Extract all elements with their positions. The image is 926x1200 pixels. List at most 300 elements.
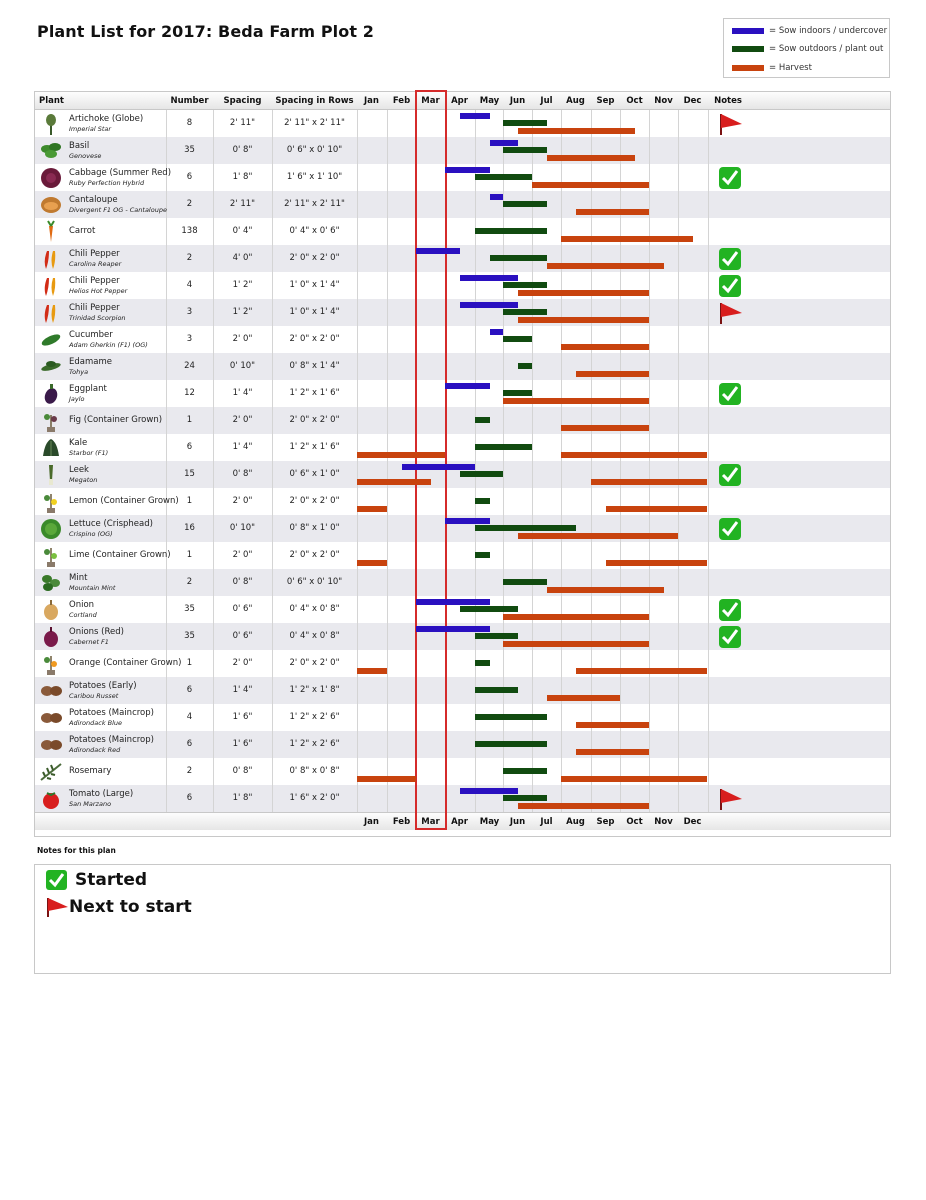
sow-out-bar xyxy=(518,363,533,369)
header-month-sep: Sep xyxy=(596,96,615,106)
plant-name: Potatoes (Early) xyxy=(69,681,137,691)
plant-spacing-rows: 0' 6" x 0' 10" xyxy=(286,145,343,155)
plant-spacing-rows: 2' 11" x 2' 11" xyxy=(284,118,345,128)
plant-variety: Helios Hot Pepper xyxy=(69,287,128,295)
plant-name: Lime (Container Grown) xyxy=(69,550,171,560)
plant-variety: Adam Gherkin (F1) (OG) xyxy=(69,341,148,349)
header-month-dec: Dec xyxy=(683,817,702,827)
sow-out-bar xyxy=(503,309,547,315)
plant-spacing-rows: 0' 6" x 0' 10" xyxy=(286,577,343,587)
red-onion-icon xyxy=(39,625,63,649)
notes-label: Notes for this plan xyxy=(37,846,116,855)
plant-number: 8 xyxy=(186,118,193,128)
plant-spacing: 0' 10" xyxy=(229,523,256,533)
sow-in-bar xyxy=(416,599,490,605)
plant-number: 35 xyxy=(184,604,195,614)
plant-number: 6 xyxy=(186,442,193,452)
fig-icon xyxy=(39,409,63,433)
plant-spacing: 2' 0" xyxy=(232,496,253,506)
basil-icon xyxy=(39,139,63,163)
sow-in-bar xyxy=(490,194,504,200)
plant-variety: Carolina Reaper xyxy=(69,260,122,268)
plant-number: 1 xyxy=(186,415,193,425)
sow-in-bar xyxy=(445,518,490,524)
plant-spacing: 1' 6" xyxy=(232,712,253,722)
plant-variety: Jaylo xyxy=(69,395,85,403)
header-month-mar: Mar xyxy=(421,817,440,827)
plant-spacing-rows: 0' 8" x 1' 4" xyxy=(289,361,340,371)
plant-name: Chili Pepper xyxy=(69,303,120,313)
sow-in-bar xyxy=(445,167,490,173)
plant-spacing: 0' 6" xyxy=(232,604,253,614)
plant-spacing-rows: 1' 6" x 1' 10" xyxy=(286,172,343,182)
orange-icon xyxy=(39,652,63,676)
plant-number: 35 xyxy=(184,145,195,155)
plant-name: Chili Pepper xyxy=(69,249,120,259)
harvest-bar xyxy=(576,749,650,755)
column-divider xyxy=(708,92,709,830)
plant-name: Rosemary xyxy=(69,766,112,776)
header-month-may: May xyxy=(479,96,500,106)
legend-swatch xyxy=(732,46,764,52)
column-divider xyxy=(387,92,388,830)
sow-out-bar xyxy=(460,471,504,477)
potato-icon xyxy=(39,706,63,730)
plant-spacing-rows: 1' 2" x 2' 6" xyxy=(289,739,340,749)
lemon-icon xyxy=(39,490,63,514)
lime-icon xyxy=(39,544,63,568)
plant-spacing-rows: 2' 11" x 2' 11" xyxy=(284,199,345,209)
chili-icon xyxy=(39,301,63,325)
mint-icon xyxy=(39,571,63,595)
header-month-nov: Nov xyxy=(654,817,673,827)
sow-out-bar xyxy=(503,795,547,801)
potato-icon xyxy=(39,679,63,703)
sow-out-bar xyxy=(503,282,547,288)
plant-name: Leek xyxy=(69,465,89,475)
column-divider xyxy=(357,92,358,830)
plant-spacing-rows: 1' 0" x 1' 4" xyxy=(289,307,340,317)
sow-out-bar xyxy=(503,201,547,207)
header-notes: Notes xyxy=(714,96,742,106)
column-divider xyxy=(678,92,679,830)
plant-variety: Caribou Russet xyxy=(69,692,119,700)
cabbage-icon xyxy=(39,166,63,190)
plant-spacing: 2' 0" xyxy=(232,334,253,344)
plant-spacing-rows: 1' 2" x 1' 6" xyxy=(289,442,340,452)
plant-name: Cabbage (Summer Red) xyxy=(69,168,172,178)
sow-out-bar xyxy=(503,390,532,396)
harvest-bar xyxy=(518,317,650,323)
table-row xyxy=(35,569,890,596)
plant-number: 12 xyxy=(184,388,195,398)
harvest-bar xyxy=(357,668,387,674)
harvest-bar xyxy=(547,263,664,269)
plant-number: 2 xyxy=(186,199,193,209)
plant-variety: Adirondack Blue xyxy=(69,719,123,727)
note-text: Started xyxy=(75,870,148,890)
sow-in-bar xyxy=(460,788,518,794)
sow-in-bar xyxy=(490,140,518,146)
header-month-apr: Apr xyxy=(451,96,468,106)
header-month-sep: Sep xyxy=(596,817,615,827)
plant-spacing: 1' 2" xyxy=(232,280,253,290)
cucumber-icon xyxy=(39,328,63,352)
plant-variety: Trinidad Scorpion xyxy=(69,314,126,322)
legend-swatch xyxy=(732,28,764,34)
plant-name: Chili Pepper xyxy=(69,276,120,286)
legend-label: = Harvest xyxy=(769,63,812,73)
harvest-bar xyxy=(518,290,650,296)
sow-in-bar xyxy=(416,626,490,632)
plant-number: 16 xyxy=(184,523,195,533)
plant-spacing-rows: 2' 0" x 2' 0" xyxy=(289,415,340,425)
harvest-bar xyxy=(357,479,431,485)
sow-out-bar xyxy=(475,687,518,693)
check-icon xyxy=(718,517,740,539)
legend-swatch xyxy=(732,65,764,71)
harvest-bar xyxy=(561,344,649,350)
plant-number: 2 xyxy=(186,253,193,263)
header-month-dec: Dec xyxy=(683,96,702,106)
plant-variety: Cabernet F1 xyxy=(69,638,109,646)
header-plant: Plant xyxy=(39,96,64,106)
plant-number: 35 xyxy=(184,631,195,641)
plant-name: Tomato (Large) xyxy=(69,789,134,799)
plant-spacing-rows: 2' 0" x 2' 0" xyxy=(289,658,340,668)
flag-icon xyxy=(45,896,71,918)
lettuce-icon xyxy=(39,517,63,541)
header-month-aug: Aug xyxy=(566,96,585,106)
plant-spacing: 1' 2" xyxy=(232,307,253,317)
plant-name: Artichoke (Globe) xyxy=(69,114,144,124)
leek-icon xyxy=(39,463,63,487)
sow-out-bar xyxy=(475,417,490,423)
header-month-jun: Jun xyxy=(509,817,526,827)
plant-number: 3 xyxy=(186,307,193,317)
check-icon xyxy=(718,625,740,647)
header-month-aug: Aug xyxy=(566,817,585,827)
plant-variety: Imperial Star xyxy=(69,125,112,133)
harvest-bar xyxy=(503,614,649,620)
cantaloupe-icon xyxy=(39,193,63,217)
plant-spacing: 2' 11" xyxy=(229,199,256,209)
check-icon xyxy=(718,247,740,269)
plant-spacing: 0' 8" xyxy=(232,469,253,479)
plant-number: 1 xyxy=(186,496,193,506)
tomato-icon xyxy=(39,787,63,811)
sow-out-bar xyxy=(475,741,547,747)
artichoke-icon xyxy=(39,112,63,136)
sow-out-bar xyxy=(503,768,547,774)
plant-name: Basil xyxy=(69,141,90,151)
harvest-bar xyxy=(576,668,708,674)
plant-spacing-rows: 2' 0" x 2' 0" xyxy=(289,334,340,344)
harvest-bar xyxy=(606,506,708,512)
plant-spacing: 1' 4" xyxy=(232,388,253,398)
harvest-bar xyxy=(561,776,707,782)
sow-out-bar xyxy=(475,552,490,558)
plant-spacing-rows: 0' 6" x 1' 0" xyxy=(289,469,340,479)
sow-out-bar xyxy=(475,228,547,234)
plant-number: 24 xyxy=(184,361,195,371)
plant-spacing: 4' 0" xyxy=(232,253,253,263)
harvest-bar xyxy=(532,182,649,188)
sow-out-bar xyxy=(475,660,490,666)
flag-icon xyxy=(718,787,740,809)
chili-icon xyxy=(39,247,63,271)
header-month-mar: Mar xyxy=(421,96,440,106)
plant-spacing-rows: 1' 6" x 2' 0" xyxy=(289,793,340,803)
header-month-apr: Apr xyxy=(451,817,468,827)
harvest-bar xyxy=(357,452,445,458)
check-icon xyxy=(45,869,69,891)
plant-spacing: 1' 6" xyxy=(232,739,253,749)
table-footer xyxy=(35,812,890,830)
sow-out-bar xyxy=(490,255,547,261)
note-text: Next to start xyxy=(69,897,192,917)
plant-spacing: 0' 8" xyxy=(232,766,253,776)
plant-variety: Divergent F1 OG - Cantaloupe xyxy=(69,206,167,214)
sow-out-bar xyxy=(475,174,532,180)
plant-spacing-rows: 2' 0" x 2' 0" xyxy=(289,253,340,263)
header-month-jul: Jul xyxy=(540,817,553,827)
eggplant-icon xyxy=(39,382,63,406)
plant-spacing: 0' 10" xyxy=(229,361,256,371)
harvest-bar xyxy=(357,776,416,782)
plant-variety: Genovese xyxy=(69,152,102,160)
header-month-jan: Jan xyxy=(364,817,379,827)
sow-in-bar xyxy=(402,464,476,470)
harvest-bar xyxy=(503,641,649,647)
header-spacing-rows: Spacing in Rows xyxy=(275,96,354,106)
plant-spacing-rows: 0' 8" x 0' 8" xyxy=(289,766,340,776)
harvest-bar xyxy=(561,425,649,431)
check-icon xyxy=(718,166,740,188)
check-icon xyxy=(718,598,740,620)
column-divider xyxy=(561,92,562,830)
check-icon xyxy=(718,382,740,404)
plant-spacing: 0' 4" xyxy=(232,226,253,236)
edamame-icon xyxy=(39,355,63,379)
plant-spacing: 0' 8" xyxy=(232,145,253,155)
flag-icon xyxy=(718,301,740,323)
table-row xyxy=(35,434,890,461)
harvest-bar xyxy=(547,155,635,161)
plant-spacing: 0' 6" xyxy=(232,631,253,641)
plant-name: Onion xyxy=(69,600,95,610)
plant-spacing: 1' 8" xyxy=(232,172,253,182)
plant-number: 4 xyxy=(186,280,193,290)
sow-out-bar xyxy=(503,120,547,126)
sow-in-bar xyxy=(460,275,518,281)
harvest-bar xyxy=(518,803,650,809)
harvest-bar xyxy=(561,236,693,242)
plant-spacing-rows: 0' 4" x 0' 6" xyxy=(289,226,340,236)
column-divider xyxy=(620,92,621,830)
chili-icon xyxy=(39,274,63,298)
plant-name: Carrot xyxy=(69,226,96,236)
table-row xyxy=(35,758,890,785)
header-month-oct: Oct xyxy=(626,96,643,106)
plant-variety: Ruby Perfection Hybrid xyxy=(69,179,145,187)
plant-name: Kale xyxy=(69,438,88,448)
plant-number: 4 xyxy=(186,712,193,722)
header-month-feb: Feb xyxy=(392,817,411,827)
sow-in-bar xyxy=(445,383,490,389)
check-icon xyxy=(718,463,740,485)
plant-name: Edamame xyxy=(69,357,112,367)
plant-table xyxy=(34,91,891,837)
table-row xyxy=(35,677,890,704)
table-row xyxy=(35,704,890,731)
sow-out-bar xyxy=(475,714,547,720)
table-row xyxy=(35,353,890,380)
sow-out-bar xyxy=(475,444,532,450)
onion-icon xyxy=(39,598,63,622)
table-row xyxy=(35,245,890,272)
plant-spacing: 1' 8" xyxy=(232,793,253,803)
plant-name: Lettuce (Crisphead) xyxy=(69,519,153,529)
table-row xyxy=(35,218,890,245)
plant-spacing: 2' 0" xyxy=(232,415,253,425)
plant-number: 6 xyxy=(186,172,193,182)
plant-number: 1 xyxy=(186,550,193,560)
header-month-may: May xyxy=(479,817,500,827)
column-divider xyxy=(649,92,650,830)
plant-name: Cucumber xyxy=(69,330,113,340)
header-month-oct: Oct xyxy=(626,817,643,827)
plant-number: 138 xyxy=(181,226,198,236)
harvest-bar xyxy=(606,560,708,566)
sow-out-bar xyxy=(475,525,576,531)
plant-name: Eggplant xyxy=(69,384,107,394)
sow-out-bar xyxy=(503,147,547,153)
plant-variety: San Marzano xyxy=(69,800,112,808)
plant-spacing-rows: 1' 2" x 1' 6" xyxy=(289,388,340,398)
legend xyxy=(723,18,890,78)
plant-variety: Mountain Mint xyxy=(69,584,116,592)
notes-box xyxy=(34,864,891,974)
page-title: Plant List for 2017: Beda Farm Plot 2 xyxy=(37,22,374,41)
plant-spacing-rows: 0' 8" x 1' 0" xyxy=(289,523,340,533)
plant-variety: Adirondack Red xyxy=(69,746,121,754)
table-header xyxy=(35,92,890,110)
harvest-bar xyxy=(547,587,664,593)
plant-spacing-rows: 1' 2" x 1' 8" xyxy=(289,685,340,695)
plant-spacing-rows: 0' 4" x 0' 8" xyxy=(289,604,340,614)
plant-variety: Megaton xyxy=(69,476,98,484)
plant-number: 6 xyxy=(186,685,193,695)
table-row xyxy=(35,137,890,164)
plant-variety: Tohya xyxy=(69,368,89,376)
header-number: Number xyxy=(170,96,209,106)
table-row xyxy=(35,731,890,758)
table-row xyxy=(35,326,890,353)
plant-name: Potatoes (Maincrop) xyxy=(69,708,154,718)
carrot-icon xyxy=(39,220,63,244)
plant-number: 6 xyxy=(186,793,193,803)
plant-variety: Starbor (F1) xyxy=(69,449,109,457)
harvest-bar xyxy=(357,560,387,566)
potato-icon xyxy=(39,733,63,757)
plant-name: Lemon (Container Grown) xyxy=(69,496,179,506)
plant-name: Onions (Red) xyxy=(69,627,124,637)
plant-variety: Crispino (OG) xyxy=(69,530,113,538)
current-month-highlight xyxy=(415,90,447,830)
sow-in-bar xyxy=(490,329,504,335)
flag-icon xyxy=(718,112,740,134)
plant-spacing: 0' 8" xyxy=(232,577,253,587)
column-divider xyxy=(591,92,592,830)
plant-name: Potatoes (Maincrop) xyxy=(69,735,154,745)
plant-number: 3 xyxy=(186,334,193,344)
plant-name: Orange (Container Grown) xyxy=(69,658,182,668)
header-month-feb: Feb xyxy=(392,96,411,106)
sow-out-bar xyxy=(503,579,547,585)
plant-number: 2 xyxy=(186,577,193,587)
harvest-bar xyxy=(357,506,387,512)
harvest-bar xyxy=(576,722,650,728)
harvest-bar xyxy=(561,452,707,458)
plant-spacing-rows: 2' 0" x 2' 0" xyxy=(289,496,340,506)
sow-in-bar xyxy=(460,302,518,308)
kale-icon xyxy=(39,436,63,460)
harvest-bar xyxy=(503,398,649,404)
header-month-jul: Jul xyxy=(540,96,553,106)
sow-out-bar xyxy=(460,606,518,612)
plant-name: Fig (Container Grown) xyxy=(69,415,163,425)
note-started xyxy=(45,869,148,891)
sow-in-bar xyxy=(460,113,490,119)
sow-out-bar xyxy=(503,336,532,342)
header-month-jan: Jan xyxy=(364,96,379,106)
plant-spacing-rows: 2' 0" x 2' 0" xyxy=(289,550,340,560)
plant-number: 6 xyxy=(186,739,193,749)
rosemary-icon xyxy=(39,760,63,784)
harvest-bar xyxy=(591,479,707,485)
sow-in-bar xyxy=(416,248,460,254)
harvest-bar xyxy=(518,128,635,134)
header-month-jun: Jun xyxy=(509,96,526,106)
plant-spacing: 2' 0" xyxy=(232,550,253,560)
plant-name: Mint xyxy=(69,573,88,583)
check-icon xyxy=(718,274,740,296)
plant-spacing-rows: 1' 0" x 1' 4" xyxy=(289,280,340,290)
plant-spacing: 2' 0" xyxy=(232,658,253,668)
plant-number: 15 xyxy=(184,469,195,479)
sow-out-bar xyxy=(475,633,518,639)
plant-number: 2 xyxy=(186,766,193,776)
header-month-nov: Nov xyxy=(654,96,673,106)
plant-spacing-rows: 0' 4" x 0' 8" xyxy=(289,631,340,641)
harvest-bar xyxy=(547,695,621,701)
plant-spacing: 1' 4" xyxy=(232,442,253,452)
legend-label: = Sow indoors / undercover xyxy=(769,26,888,36)
sow-out-bar xyxy=(475,498,490,504)
plant-number: 1 xyxy=(186,658,193,668)
plant-spacing: 2' 11" xyxy=(229,118,256,128)
legend-label: = Sow outdoors / plant out xyxy=(769,44,884,54)
note-next xyxy=(45,896,192,918)
plant-name: Cantaloupe xyxy=(69,195,118,205)
harvest-bar xyxy=(576,209,650,215)
plant-spacing-rows: 1' 2" x 2' 6" xyxy=(289,712,340,722)
plant-variety: Cortland xyxy=(69,611,97,619)
header-spacing: Spacing xyxy=(223,96,262,106)
table-row xyxy=(35,407,890,434)
harvest-bar xyxy=(576,371,650,377)
